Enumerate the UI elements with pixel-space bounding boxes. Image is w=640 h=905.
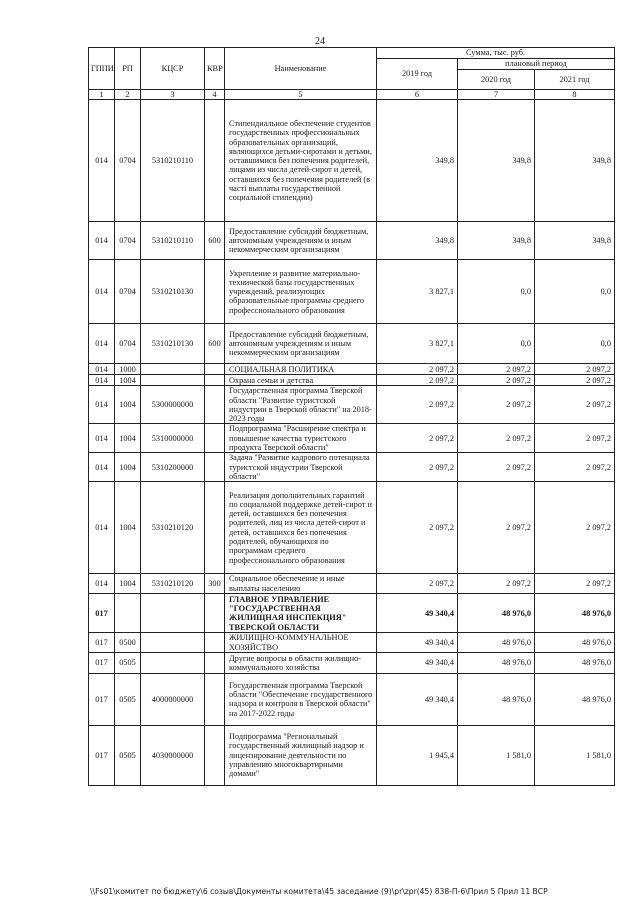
header-row-1 [89, 48, 615, 59]
cell-value-2020: 349,8 [458, 222, 535, 260]
colnum-5: 5 [225, 90, 377, 100]
cell-value-2020: 48 976,0 [458, 594, 535, 633]
cell-rp: 0704 [115, 222, 141, 260]
cell-kcsr [141, 375, 205, 386]
cell-gppi: 014 [89, 364, 115, 375]
table-row [89, 424, 615, 453]
cell-name: Государственная программа Тверской области "Обеспечение государственного надзора и контроля в Тверской области" на 2017-2022 годы [225, 673, 377, 725]
page-number: 24 [315, 36, 325, 47]
cell-rp: 1004 [115, 386, 141, 424]
cell-value-2019: 2 097,2 [377, 424, 458, 453]
cell-rp: 0704 [115, 324, 141, 364]
header-2021: 2021 год [535, 70, 615, 90]
cell-name: Другие вопросы в области жилищно-коммунального хозяйства [225, 652, 377, 673]
cell-kvr [205, 633, 225, 653]
cell-value-2020: 0,0 [458, 260, 535, 324]
cell-value-2020: 48 976,0 [458, 673, 535, 725]
colnum-8: 8 [535, 90, 615, 100]
cell-value-2019: 49 340,4 [377, 673, 458, 725]
cell-gppi: 017 [89, 725, 115, 785]
cell-gppi: 014 [89, 324, 115, 364]
cell-kcsr: 5300000000 [141, 386, 205, 424]
cell-kvr [205, 386, 225, 424]
cell-gppi: 014 [89, 482, 115, 574]
cell-value-2019: 2 097,2 [377, 375, 458, 386]
table-row [89, 482, 615, 574]
cell-kcsr: 5310210110 [141, 100, 205, 222]
colnum-1: 1 [89, 90, 115, 100]
colnum-2: 2 [115, 90, 141, 100]
cell-rp [115, 594, 141, 633]
cell-value-2021: 2 097,2 [535, 386, 615, 424]
table-row [89, 652, 615, 673]
cell-kcsr: 5310200000 [141, 453, 205, 482]
cell-value-2020: 2 097,2 [458, 375, 535, 386]
cell-rp: 1004 [115, 375, 141, 386]
cell-kcsr: 5310210130 [141, 260, 205, 324]
cell-kvr: 600 [205, 222, 225, 260]
cell-kvr [205, 100, 225, 222]
header-sum: Сумма, тыс. руб. [377, 48, 615, 59]
table-row [89, 725, 615, 785]
cell-rp: 0704 [115, 100, 141, 222]
budget-table [88, 47, 615, 786]
cell-value-2021: 48 976,0 [535, 594, 615, 633]
cell-kvr [205, 673, 225, 725]
cell-name: Охрана семьи и детства [225, 375, 377, 386]
cell-rp: 0505 [115, 725, 141, 785]
colnum-7: 7 [458, 90, 535, 100]
cell-gppi: 014 [89, 453, 115, 482]
cell-rp: 0505 [115, 652, 141, 673]
header-2020: 2020 год [458, 70, 535, 90]
cell-name: Подпрограмма "Расширение спектра и повышение качества туристского продукта Тверской области" [225, 424, 377, 453]
cell-gppi: 017 [89, 673, 115, 725]
cell-name: СОЦИАЛЬНАЯ ПОЛИТИКА [225, 364, 377, 375]
table-row [89, 222, 615, 260]
cell-value-2021: 0,0 [535, 260, 615, 324]
table-row [89, 453, 615, 482]
header-name: Наименование [225, 48, 377, 90]
table-row [89, 386, 615, 424]
cell-rp: 1004 [115, 574, 141, 594]
cell-kvr [205, 364, 225, 375]
cell-name: ЖИЛИЩНО-КОММУНАЛЬНОЕ ХОЗЯЙСТВО [225, 633, 377, 653]
cell-gppi: 014 [89, 100, 115, 222]
colnum-4: 4 [205, 90, 225, 100]
cell-value-2019: 2 097,2 [377, 364, 458, 375]
cell-value-2021: 2 097,2 [535, 453, 615, 482]
cell-value-2019: 49 340,4 [377, 594, 458, 633]
cell-value-2019: 349,8 [377, 100, 458, 222]
cell-value-2021: 349,8 [535, 100, 615, 222]
cell-value-2019: 49 340,4 [377, 652, 458, 673]
cell-value-2020: 2 097,2 [458, 574, 535, 594]
cell-gppi: 014 [89, 375, 115, 386]
cell-value-2021: 48 976,0 [535, 633, 615, 653]
cell-kcsr: 4030000000 [141, 725, 205, 785]
cell-value-2020: 1 581,0 [458, 725, 535, 785]
header-plan-period: плановый период [458, 59, 615, 70]
cell-kvr: 600 [205, 324, 225, 364]
cell-name: Государственная программа Тверской области "Развитие туристской индустрии в Тверской области" на 2018-2023 годы [225, 386, 377, 424]
cell-kvr [205, 482, 225, 574]
cell-kvr [205, 375, 225, 386]
cell-value-2021: 2 097,2 [535, 375, 615, 386]
header-2019: 2019 год [377, 59, 458, 90]
cell-value-2019: 2 097,2 [377, 574, 458, 594]
cell-kvr [205, 424, 225, 453]
table-row [89, 633, 615, 653]
cell-value-2021: 48 976,0 [535, 652, 615, 673]
cell-value-2019: 49 340,4 [377, 633, 458, 653]
cell-kcsr: 5310210120 [141, 482, 205, 574]
cell-kvr [205, 260, 225, 324]
cell-name: Задача "Развитие кадрового потенциала туристской индустрии Тверской области" [225, 453, 377, 482]
cell-kvr [205, 453, 225, 482]
header-kcsr: КЦСР [141, 48, 205, 90]
cell-gppi: 014 [89, 222, 115, 260]
cell-gppi: 014 [89, 386, 115, 424]
cell-value-2019: 349,8 [377, 222, 458, 260]
cell-value-2019: 1 945,4 [377, 725, 458, 785]
cell-kvr [205, 725, 225, 785]
cell-value-2020: 2 097,2 [458, 424, 535, 453]
cell-value-2019: 2 097,2 [377, 386, 458, 424]
cell-name: Реализация дополнительных гарантий по социальной поддержке детей-сирот и детей, оставшихся без попечения родителей, лиц из числа детей-сирот и детей, оставшихся без попечения родителей, обучающихся по программам среднего профессионального образования [225, 482, 377, 574]
cell-value-2021: 349,8 [535, 222, 615, 260]
cell-value-2020: 0,0 [458, 324, 535, 364]
table-row [89, 594, 615, 633]
cell-value-2021: 2 097,2 [535, 364, 615, 375]
cell-gppi: 014 [89, 574, 115, 594]
cell-value-2020: 2 097,2 [458, 386, 535, 424]
file-path-footer: \\Fs01\комитет по бюджету\6 созыв\Документы комитета\45 заседание (9)\pr\zpr(45) 838-П-6\Прил 5 Прил 11 ВСР [90, 887, 548, 896]
cell-value-2021: 1 581,0 [535, 725, 615, 785]
cell-value-2020: 2 097,2 [458, 364, 535, 375]
table-row [89, 574, 615, 594]
cell-value-2021: 0,0 [535, 324, 615, 364]
cell-kcsr [141, 594, 205, 633]
cell-gppi: 017 [89, 633, 115, 653]
cell-name: Укрепление и развитие материально-технической базы государственных учреждений, реализующих образовательные программы среднего профессионального образования [225, 260, 377, 324]
cell-value-2019: 3 827,1 [377, 324, 458, 364]
cell-rp: 0505 [115, 673, 141, 725]
cell-gppi: 014 [89, 260, 115, 324]
cell-value-2020: 349,8 [458, 100, 535, 222]
table-row [89, 260, 615, 324]
cell-value-2020: 2 097,2 [458, 482, 535, 574]
cell-value-2021: 2 097,2 [535, 574, 615, 594]
cell-gppi: 017 [89, 652, 115, 673]
table-row [89, 364, 615, 375]
cell-value-2021: 2 097,2 [535, 482, 615, 574]
cell-value-2019: 2 097,2 [377, 453, 458, 482]
cell-kcsr: 5310210110 [141, 222, 205, 260]
cell-rp: 0704 [115, 260, 141, 324]
cell-kcsr [141, 652, 205, 673]
cell-rp: 1000 [115, 364, 141, 375]
cell-value-2021: 48 976,0 [535, 673, 615, 725]
cell-rp: 0500 [115, 633, 141, 653]
cell-gppi: 014 [89, 424, 115, 453]
table-row [89, 100, 615, 222]
cell-kcsr: 5310210120 [141, 574, 205, 594]
cell-kcsr [141, 633, 205, 653]
cell-name: Подпрограмма "Региональный государственный жилищный надзор и лицензирование деятельности по управлению многоквартирными домами" [225, 725, 377, 785]
cell-kcsr: 5310000000 [141, 424, 205, 453]
cell-value-2019: 3 827,1 [377, 260, 458, 324]
table-row [89, 324, 615, 364]
colnum-6: 6 [377, 90, 458, 100]
cell-name: Предоставление субсидий бюджетным, автономным учреждениям и иным некоммерческим организациям [225, 222, 377, 260]
cell-kvr [205, 594, 225, 633]
cell-gppi: 017 [89, 594, 115, 633]
header-rp: РП [115, 48, 141, 90]
cell-kvr: 300 [205, 574, 225, 594]
cell-kcsr: 4000000000 [141, 673, 205, 725]
header-kvr: КВР [205, 48, 225, 90]
cell-rp: 1004 [115, 453, 141, 482]
cell-name: ГЛАВНОЕ УПРАВЛЕНИЕ "ГОСУДАРСТВЕННАЯ ЖИЛИЩНАЯ ИНСПЕКЦИЯ" ТВЕРСКОЙ ОБЛАСТИ [225, 594, 377, 633]
cell-kvr [205, 652, 225, 673]
table-row [89, 673, 615, 725]
cell-kcsr [141, 364, 205, 375]
cell-value-2020: 48 976,0 [458, 633, 535, 653]
cell-name: Предоставление субсидий бюджетным, автономным учреждениям и иным некоммерческим организациям [225, 324, 377, 364]
header-gppi: ГППИ [89, 48, 115, 90]
cell-rp: 1004 [115, 424, 141, 453]
column-numbers-row [89, 90, 615, 100]
table-row [89, 375, 615, 386]
cell-value-2020: 48 976,0 [458, 652, 535, 673]
cell-value-2020: 2 097,2 [458, 453, 535, 482]
cell-value-2021: 2 097,2 [535, 424, 615, 453]
cell-rp: 1004 [115, 482, 141, 574]
cell-name: Социальное обеспечение и иные выплаты населению [225, 574, 377, 594]
colnum-3: 3 [141, 90, 205, 100]
cell-value-2019: 2 097,2 [377, 482, 458, 574]
cell-name: Стипендиальное обеспечение студентов государственных профессиональных образовательных организаций, являющихся детьми-сиротами и детьми, оставшимися без попечения родителей, лицами из числа детей-сирот и детей, оставшихся без попечения родителей (в часті выплаты государственной социальной стипендии) [225, 100, 377, 222]
cell-kcsr: 5310210130 [141, 324, 205, 364]
